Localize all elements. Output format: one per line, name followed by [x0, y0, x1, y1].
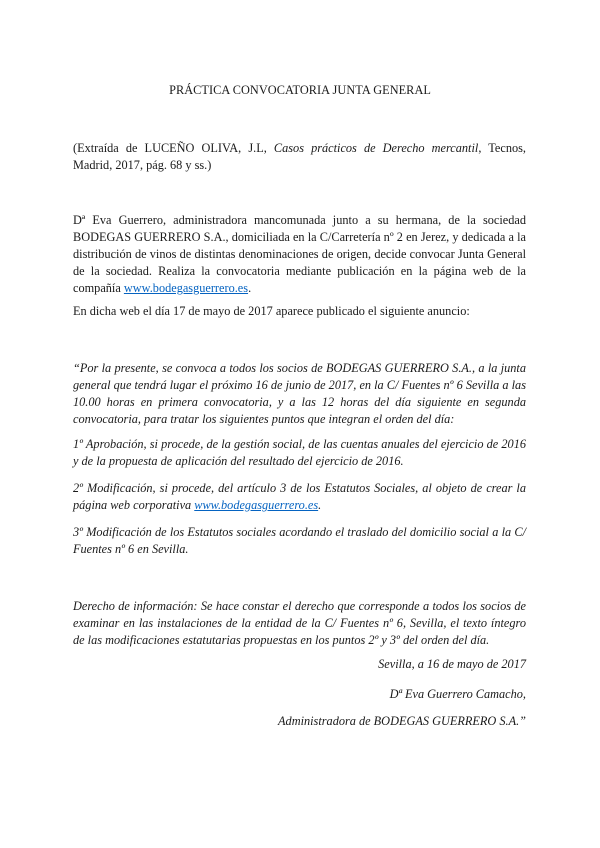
- intro-paragraph: [73, 212, 526, 297]
- agenda-item-2-text: 2º Modificación, si procede, del artículo 3 de los Estatutos Sociales, al objeto de crear la página web corporativa: [73, 481, 526, 512]
- signer-role: Administradora de BODEGAS GUERRERO S.A.”: [278, 714, 526, 728]
- announcement-intro: [73, 303, 526, 320]
- notice-date: Sevilla, a 16 de mayo de 2017: [378, 657, 526, 671]
- announcement-intro-text: En dicha web el día 17 de mayo de 2017 aparece publicado el siguiente anuncio:: [73, 304, 470, 318]
- agenda-item-1: [73, 436, 526, 470]
- source-book-title: Casos prácticos de Derecho mercantil: [273, 141, 479, 155]
- agenda-item-2-link[interactable]: www.bodegasguerrero.es: [194, 498, 319, 512]
- agenda-item-2: [73, 480, 526, 514]
- information-right: [73, 598, 526, 649]
- source-prefix: (Extraída de LUCEÑO OLIVA, J.L,: [73, 141, 274, 155]
- source-citation: [73, 140, 526, 174]
- signer-name: Dª Eva Guerrero Camacho,: [389, 687, 526, 701]
- agenda-item-3: [73, 524, 526, 558]
- notice-opening: [73, 360, 526, 428]
- intro-text: Dª Eva Guerrero, administradora mancomunada junto a su hermana, de la sociedad BODEGAS GUERRERO S.A., domiciliada en la C/Carretería nº 2 en Jerez, y dedicada a la distribución de vinos de distintas denominaciones de origen, decide convocar Junta General de la sociedad. Realiza la convocatoria mediante publicación en la página web de la compañía: [73, 213, 526, 295]
- source-suffix: , Tecnos, Madrid, 2017, pág. 68 y ss.): [73, 141, 526, 172]
- agenda-item-2-end: .: [318, 498, 322, 512]
- intro-website-link[interactable]: www.bodegasguerrero.es: [123, 281, 249, 295]
- intro-end: .: [248, 281, 252, 295]
- document-title: PRÁCTICA CONVOCATORIA JUNTA GENERAL: [169, 83, 431, 97]
- agenda-item-1-text: 1º Aprobación, si procede, de la gestión social, de las cuentas anuales del ejercicio de 2016 y de la propuesta de aplicación del resultado del ejercicio de 2016.: [73, 437, 526, 468]
- information-right-text: Derecho de información: Se hace constar el derecho que corresponde a todos los socios de examinar en las instalaciones de la entidad de la C/ Fuentes nº 6, Sevilla, el texto íntegro de las modificaciones estatutarias propuestas en los puntos 2º y 3º del orden del día.: [73, 599, 526, 647]
- notice-opening-text: “Por la presente, se convoca a todos los socios de BODEGAS GUERRERO S.A., a la junta general que tendrá lugar el próximo 16 de junio de 2017, en la C/ Fuentes nº 6 Sevilla a las 10.00 horas en primera convocatoria, y a las 12 horas del día siguiente en segunda convocatoria, para tratar los siguientes puntos que integran el orden del día:: [73, 361, 526, 426]
- agenda-item-3-text: 3º Modificación de los Estatutos sociales acordando el traslado del domicilio social a la C/ Fuentes nº 6 en Sevilla.: [73, 525, 526, 556]
